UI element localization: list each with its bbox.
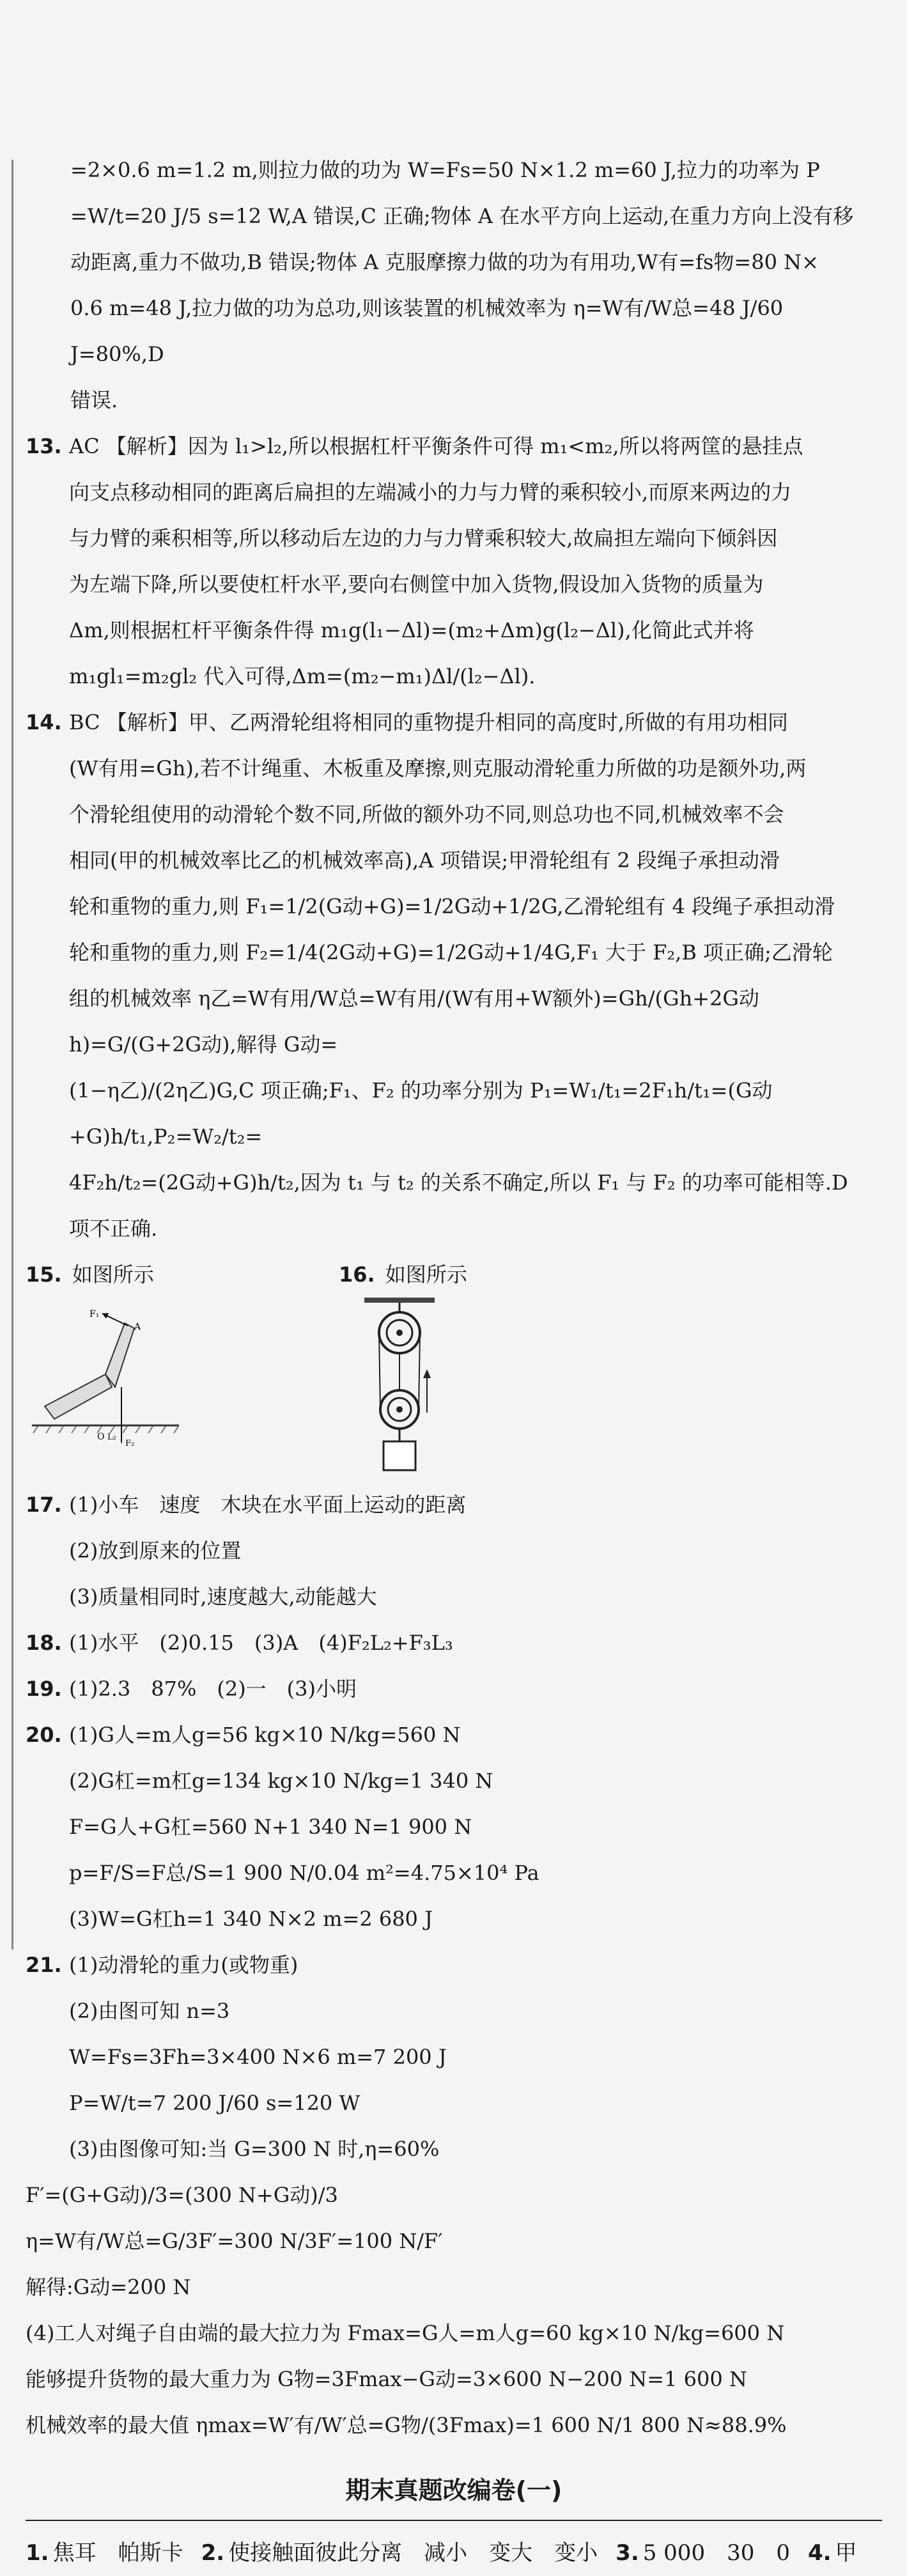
cont-line: 动距离,重力不做功,B 错误;物体 A 克服摩擦力做的功为有用功,W有=fs物=80 N× <box>70 250 819 274</box>
cont-line: =2×0.6 m=1.2 m,则拉力做的功为 W=Fs=50 N×1.2 m=60 J,拉力的功率为 P <box>70 158 820 182</box>
cont-line: =W/t=20 J/5 s=12 W,A 错误,C 正确;物体 A 在水平方向上运动,在重力方向上没有移 <box>70 204 854 228</box>
o-label: O <box>97 1432 105 1442</box>
q13 <box>26 423 882 699</box>
q16 <box>339 1252 467 1499</box>
q21-line: 能够提升货物的最大重力为 G物=3Fmax−G动=3×600 N−200 N=1 600 N <box>26 2367 747 2391</box>
q14-line: 轮和重物的重力,则 F₂=1/4(2G动+G)=1/2G动+1/4G,F₁ 大于 F₂,B 项正确;乙滑轮 <box>69 940 833 965</box>
q21-line: F′=(G+G动)/3=(300 N+G动)/3 <box>26 2183 338 2207</box>
pulley-diagram <box>339 1298 467 1483</box>
q21-number: 21. <box>26 1953 62 1977</box>
margin-line <box>12 160 13 1950</box>
answer-3-text: 5 000 30 0 <box>642 2540 790 2566</box>
q18-number: 18. <box>26 1631 62 1655</box>
q20-line: F=G人+G杠=560 N+1 340 N=1 900 N <box>69 1815 472 1839</box>
cont-line: 错误. <box>70 388 118 412</box>
q17-line: (2)放到原来的位置 <box>69 1539 242 1563</box>
q21-line: (3)由图像可知:当 G=300 N 时,η=60% <box>69 2137 440 2161</box>
rope-left <box>379 1333 380 1409</box>
answer-column <box>26 147 882 2576</box>
figures-15-16 <box>26 1252 882 1482</box>
answer-4-number: 4. <box>807 2540 832 2566</box>
q14-line: BC 【解析】甲、乙两滑轮组将相同的重物提升相同的高度时,所做的有用功相同 <box>69 710 788 734</box>
q20-line: (2)G杠=m杠g=134 kg×10 N/kg=1 340 N <box>69 1769 493 1793</box>
q21 <box>26 1942 882 2172</box>
q13-line: 向支点移动相同的距离后扁担的左端减小的力与力臂的乘积较小,而原来两边的力 <box>69 480 792 504</box>
weight-block <box>384 1441 415 1470</box>
q20-number: 20. <box>26 1723 62 1747</box>
q17-line: (3)质量相同时,速度越大,动能越大 <box>69 1585 377 1609</box>
answer-2-number: 2. <box>201 2540 225 2566</box>
answer-3 <box>616 2530 790 2576</box>
q21-line: (1)动滑轮的重力(或物重) <box>69 1953 298 1977</box>
q21-line: 解得:G动=200 N <box>26 2275 191 2299</box>
final-answers-row <box>26 2530 882 2576</box>
lever-diagram <box>26 1298 192 1457</box>
q13-line: Δm,则根据杠杆平衡条件得 m₁g(l₁−Δl)=(m₂+Δm)g(l₂−Δl),化简此式并将 <box>69 618 754 642</box>
q14-number: 14. <box>26 710 62 734</box>
answer-1-text: 焦耳 帕斯卡 <box>52 2540 183 2566</box>
f1-label: F₁ <box>89 1309 100 1319</box>
q14-line: 4F₂h/t₂=(2G动+G)h/t₂,因为 t₁ 与 t₂ 的关系不确定,所以 F₁ 与 F₂ 的功率可能相等.D <box>69 1170 848 1195</box>
q14-line: 项不正确. <box>69 1216 158 1241</box>
a-label: A <box>134 1322 141 1332</box>
answer-2 <box>201 2530 598 2576</box>
q13-number: 13. <box>26 434 62 458</box>
q20-line: (3)W=G杠h=1 340 N×2 m=2 680 J <box>69 1907 433 1931</box>
q17-number: 17. <box>26 1493 62 1517</box>
q14-line: (W有用=Gh),若不计绳重、木板重及摩擦,则克服动滑轮重力所做的功是额外功,两 <box>69 756 807 780</box>
q15 <box>26 1252 192 1473</box>
q19 <box>26 1666 882 1712</box>
answer-3-number: 3. <box>616 2540 639 2566</box>
ceiling <box>364 1298 435 1303</box>
answer-2-text: 使接触面彼此分离 减小 变大 变小 <box>228 2540 598 2566</box>
q17-line: (1)小车 速度 木块在水平面上运动的距离 <box>69 1493 467 1517</box>
section-divider <box>26 2520 882 2521</box>
q14-line: 个滑轮组使用的动滑轮个数不同,所做的额外功不同,则总功也不同,机械效率不会 <box>69 802 784 826</box>
q13-line: 与力臂的乘积相等,所以移动后左边的力与力臂乘积较大,故扁担左端向下倾斜因 <box>69 526 778 550</box>
q14 <box>26 699 882 1252</box>
q17 <box>26 1482 882 1620</box>
q21-part-continued <box>26 2172 882 2448</box>
q14-line: 轮和重物的重力,则 F₁=1/2(G动+G)=1/2G动+1/2G,乙滑轮组有 4 段绳子承担动滑 <box>69 894 835 919</box>
q19-number: 19. <box>26 1677 62 1701</box>
q13-line: m₁gl₁=m₂gl₂ 代入可得,Δm=(m₂−m₁)Δl/(l₂−Δl). <box>69 664 536 688</box>
q16-text: 如图所示 <box>385 1262 467 1287</box>
answer-4 <box>808 2530 857 2576</box>
q15-number: 15. <box>26 1262 62 1287</box>
answer-4-text: 甲 <box>835 2540 857 2566</box>
q14-line: 相同(甲的机械效率比乙的机械效率高),A 项错误;甲滑轮组有 2 段绳子承担动滑 <box>69 848 780 873</box>
q15-text: 如图所示 <box>72 1262 154 1287</box>
q21-line: (4)工人对绳子自由端的最大拉力为 Fmax=G人=m人g=60 kg×10 N/kg=600 N <box>26 2321 785 2345</box>
cont-line: 0.6 m=48 J,拉力做的功为总功,则该装置的机械效率为 η=W有/W总=48 J/60 J=80%,D <box>70 296 784 366</box>
q21-line: 机械效率的最大值 ηmax=W′有/W′总=G物/(3Fmax)=1 600 N/1 800 N≈88.9% <box>26 2413 787 2437</box>
q20-line: p=F/S=F总/S=1 900 N/0.04 m²=4.75×10⁴ Pa <box>69 1861 539 1885</box>
lever-bar <box>45 1374 112 1419</box>
q12-continuation <box>26 147 882 423</box>
q20-line: (1)G人=m人g=56 kg×10 N/kg=560 N <box>69 1723 461 1747</box>
answer-1 <box>26 2530 183 2576</box>
section-title: 期末真题改编卷(一) <box>345 2476 562 2504</box>
q18-text: (1)水平 (2)0.15 (3)A (4)F₂L₂+F₃L₃ <box>69 1631 453 1655</box>
answer-1-number: 1. <box>26 2540 49 2566</box>
q21-line: (2)由图可知 n=3 <box>69 1999 230 2023</box>
rope-right <box>419 1333 420 1409</box>
q13-line: AC 【解析】因为 l₁>l₂,所以根据杠杆平衡条件可得 m₁<m₂,所以将两筐的悬挂点 <box>69 434 803 458</box>
lever-handle <box>105 1323 134 1387</box>
q21-line: P=W/t=7 200 J/60 s=120 W <box>69 2091 360 2115</box>
q18 <box>26 1620 882 1666</box>
q21-line: W=Fs=3Fh=3×400 N×6 m=7 200 J <box>69 2045 447 2069</box>
q20 <box>26 1712 882 1942</box>
l2-label: L₂ <box>107 1432 116 1442</box>
q21-line: η=W有/W总=G/3F′=300 N/3F′=100 N/F′ <box>26 2229 443 2253</box>
q16-number: 16. <box>339 1262 375 1287</box>
q13-line: 为左端下降,所以要使杠杆水平,要向右侧筐中加入货物,假设加入货物的质量为 <box>69 572 764 596</box>
q19-text: (1)2.3 87% (2)一 (3)小明 <box>69 1677 357 1701</box>
q14-line: 组的机械效率 η乙=W有用/W总=W有用/(W有用+W额外)=Gh/(Gh+2G动h)=G/(G+2G动),解得 G动= <box>69 986 759 1057</box>
f2-label: F₂ <box>125 1439 135 1448</box>
q14-line: (1−η乙)/(2η乙)G,C 项正确;F₁、F₂ 的功率分别为 P₁=W₁/t₁=2F₁h/t₁=(G动+G)h/t₁,P₂=W₂/t₂= <box>69 1078 773 1149</box>
